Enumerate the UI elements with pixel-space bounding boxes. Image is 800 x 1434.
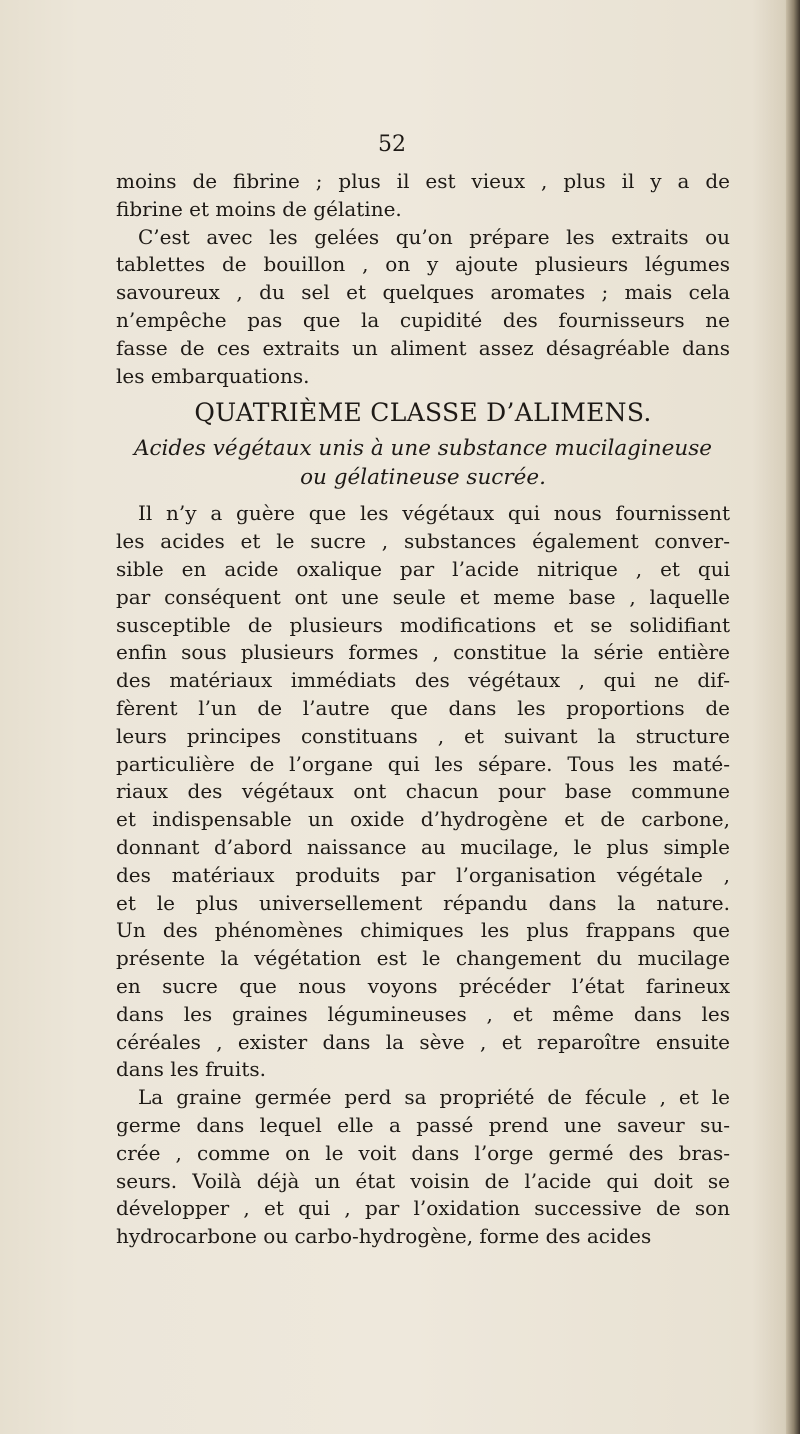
text-line: susceptible de plusieurs modifications et se solidifiant (116, 612, 730, 637)
text-line: et indispensable un oxide d’hydrogène et de carbone, (116, 807, 730, 832)
text-line: leurs principes constituans , et suivant la structure (116, 723, 730, 748)
text-line: moins de fibrine ; plus il est vieux , plus il y a de (116, 169, 730, 193)
text-line: présente la végétation est le changement du mucilage (116, 946, 730, 971)
text-line: C’est avec les gelées qu’on prépare les extraits ou (138, 224, 730, 249)
text-line: les embarquations. (116, 363, 310, 388)
text-line: seurs. Voilà déjà un état voisin de l’acide qui doit se (116, 1168, 730, 1193)
text-line: savoureux , du sel et quelques aromates ; mais cela (116, 280, 730, 305)
text-line: fèrent l’un de l’autre que dans les proportions de (116, 695, 730, 720)
text-line: enfin sous plusieurs formes , constitue la série entière (116, 640, 730, 665)
page-body (116, 168, 730, 1251)
text-line: particulière de l’organe qui les sépare. Tous les maté- (116, 751, 730, 776)
text-line: fibrine et moins de gélatine. (116, 196, 402, 221)
text-line: riaux des végétaux ont chacun pour base commune (116, 779, 730, 804)
paragraph-3 (116, 500, 730, 1084)
paragraph-4 (116, 1084, 730, 1251)
text-line: les acides et le sucre , substances également conver- (116, 529, 730, 554)
text-line: donnant d’abord naissance au mucilage, le plus simple (116, 834, 730, 859)
text-line: La graine germée perd sa propriété de fécule , et le (138, 1085, 730, 1110)
text-line: des matériaux immédiats des végétaux , qui ne dif- (116, 668, 730, 693)
section-title: QUATRIÈME CLASSE D’ALIMENS. (194, 398, 652, 428)
text-line: en sucre que nous voyons précéder l’état farineux (116, 973, 730, 998)
text-line: par conséquent ont une seule et meme base , laquelle (116, 584, 730, 609)
paragraph-1 (116, 168, 730, 224)
text-line: crée , comme on le voit dans l’orge germé des bras- (116, 1140, 730, 1165)
text-line: sible en acide oxalique par l’acide nitrique , et qui (116, 556, 730, 581)
text-line: Il n’y a guère que les végétaux qui nous fournissent (138, 501, 730, 526)
text-line: céréales , exister dans la sève , et reparoître ensuite (116, 1029, 730, 1054)
text-line: dans les graines légumineuses , et même dans les (116, 1001, 730, 1026)
text-line: développer , et qui , par l’oxidation successive de son (116, 1196, 730, 1221)
page-edge (786, 0, 800, 1434)
text-line: fasse de ces extraits un aliment assez désagréable dans (116, 335, 730, 360)
text-line: dans les fruits. (116, 1057, 266, 1082)
page-number: 52 (378, 132, 406, 157)
text-line: n’empêche pas que la cupidité des fournisseurs ne (116, 307, 730, 332)
text-line: hydrocarbone ou carbo-hydrogène, forme des acides (116, 1224, 652, 1249)
subtitle-line: Acides végétaux unis à une substance mucilagineuse (133, 436, 712, 462)
section-subtitle (116, 434, 730, 492)
text-line: et le plus universellement répandu dans la nature. (116, 890, 730, 915)
paragraph-2 (116, 224, 730, 391)
text-line: Un des phénomènes chimiques les plus frappans que (116, 918, 730, 943)
subtitle-line: ou gélatineuse sucrée. (300, 465, 546, 491)
text-line: tablettes de bouillon , on y ajoute plusieurs légumes (116, 252, 730, 277)
text-line: germe dans lequel elle a passé prend une saveur su- (116, 1112, 730, 1137)
text-line: des matériaux produits par l’organisation végétale , (116, 862, 730, 887)
